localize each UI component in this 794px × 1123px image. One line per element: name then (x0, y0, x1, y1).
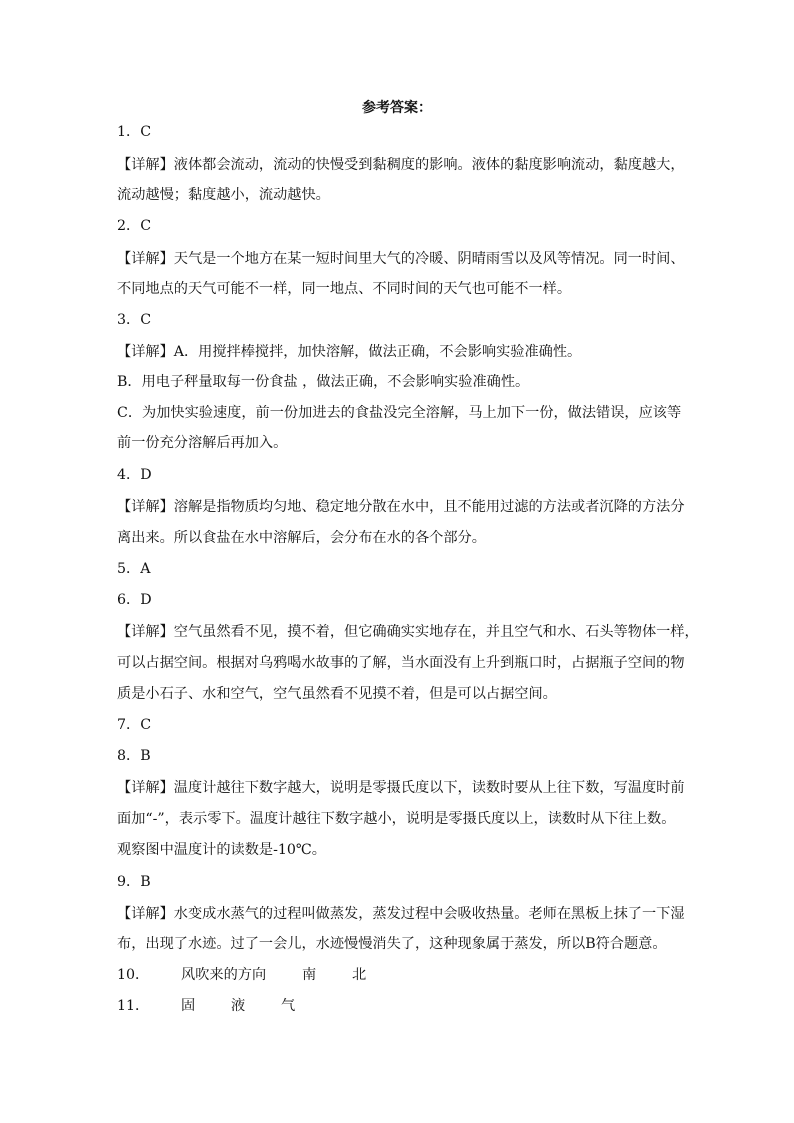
answer-number: 11． (117, 998, 150, 1014)
answer-row-11 (117, 996, 687, 1016)
page-title: 参考答案： (362, 100, 432, 116)
answer-number: 10． (117, 967, 150, 983)
explanation-line: 不同地点的天气可能不一样，同一地点、不同时间的天气也可能不一样。 (117, 281, 572, 297)
answer-number: 5．A (117, 561, 151, 577)
explanation-line: 【详解】液体都会流动，流动的快慢受到黏稠度的影响。液体的黏度影响流动，黏度越大， (117, 157, 685, 173)
explanation-line: 【详解】温度计越往下数字越大，说明是零摄氏度以下，读数时要从上往下数，写温度时前 (117, 780, 685, 796)
answer-blank: 风吹来的方向 (181, 967, 267, 983)
explanation-line: B．用电子秤量取每一份食盐 ，做法正确，不会影响实验准确性。 (117, 374, 530, 390)
explanation-line: C．为加快实验速度，前一份加进去的食盐没完全溶解，马上加下一份，做法错误，应该等 (117, 405, 682, 421)
explanation-line: 离出来。所以食盐在水中溶解后，会分布在水的各个部分。 (117, 530, 486, 546)
explanation-line: 流动越慢；黏度越小，流动越快。 (117, 187, 330, 203)
explanation-line: 质是小石子、水和空气，空气虽然看不见摸不着，但是可以占据空间。 (117, 686, 557, 702)
explanation-line: 前一份充分溶解后再加入。 (117, 435, 288, 451)
explanation-line: 观察图中温度计的读数是-10℃。 (117, 842, 326, 858)
answer-number: 4．D (117, 467, 152, 483)
explanation-line: 【详解】水变成水蒸气的过程叫做蒸发，蒸发过程中会吸收热量。老师在黑板上抹了一下湿 (117, 906, 685, 922)
answer-blank: 南 (302, 967, 317, 983)
explanation-line: 【详解】空气虽然看不见，摸不着，但它确确实实地存在，并且空气和水、石头等物体一样， (117, 624, 699, 640)
explanation-line: 【详解】A．用搅拌棒搅拌，加快溶解，做法正确，不会影响实验准确性。 (117, 344, 582, 360)
answer-number: 7．C (117, 717, 152, 733)
explanation-line: 【详解】溶解是指物质均匀地、稳定地分散在水中，且不能用过滤的方法或者沉降的方法分 (117, 499, 685, 515)
answer-number: 3．C (117, 312, 152, 328)
answer-number: 9．B (117, 874, 151, 890)
answer-blank: 气 (281, 998, 296, 1014)
answer-row-10 (117, 965, 687, 985)
answer-blank: 液 (231, 998, 246, 1014)
answer-number: 6．D (117, 592, 152, 608)
answer-blank: 北 (352, 967, 367, 983)
explanation-line: 面加“-”，表示零下。温度计越往下数字越小，说明是零摄氏度以上，读数时从下往上数。 (117, 811, 676, 827)
answer-number: 8．B (117, 748, 151, 764)
answer-number: 1．C (117, 124, 152, 140)
explanation-line: 可以占据空间。根据对乌鸦喝水故事的了解，当水面没有上升到瓶口时，占据瓶子空间的物 (117, 655, 685, 671)
answer-blank: 固 (181, 998, 196, 1014)
answer-number: 2．C (117, 218, 152, 234)
explanation-line: 【详解】天气是一个地方在某一短时间里大气的冷暖、阴晴雨雪以及风等情况。同一时间、 (117, 251, 685, 267)
explanation-line: 布，出现了水迹。过了一会儿，水迹慢慢消失了，这种现象属于蒸发，所以B符合题意。 (117, 936, 667, 952)
